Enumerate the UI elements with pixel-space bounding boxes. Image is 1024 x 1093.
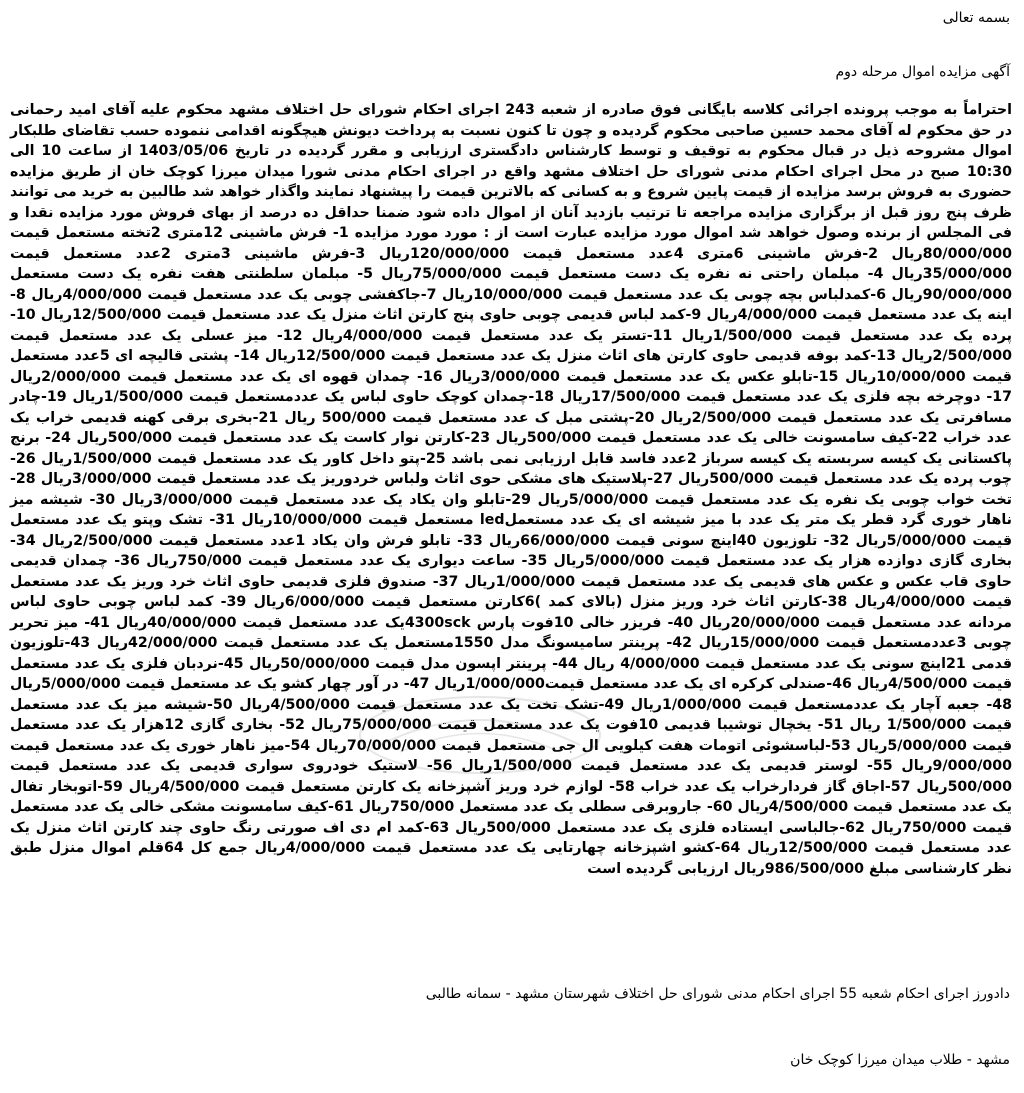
signature-line: دادورز اجرای احکام شعبه 55 اجرای احکام مدنی شورای حل اختلاف شهرستان مشهد - سمانه طالبی (425, 986, 1010, 1002)
notice-title: آگهی مزایده اموال مرحله دوم (835, 64, 1010, 80)
notice-body: احتراماً به موجب پرونده اجرائی کلاسه بایگانی فوق صادره از شعبه 243 اجرای احکام شورای حل اختلاف مشهد محکوم علیه آقای امید رحمانی در حق محکوم له آقای محمد حسین صاحبی محکوم گردیده و چون تا کنون نسبت به پرداخت دیونش هیچگونه اقدامی ننموده حسب تقاضای طلبکار اموال مشروحه ذیل در قبال محکوم به توقیف و توسط کارشناس دادگستری ارزیابی و مقرر گردیده در تاریخ 1403/05/06 از ساعت 10 الی 10:30 صبح در محل اجرای احکام مدنی شورای حل اختلاف مشهد واقع در اجرای احکام مدنی شورا میدان میرزا کوچک خان از طریق مزایده حضوری به فروش برسد مزایده از قیمت پایین شروع و به کسانی که بالاترین قیمت را پیشنهاد نمایند واگذار خواهد شد طالبین به خرید می توانند ظرف پنج روز قبل از برگزاری مزایده مراجعه تا ترتیب بازدید آنان از اموال داده شود ضمنا حداقل ده درصد از بهای فروش مورد مزایده نقدا و فی المجلس از برنده وصول خواهد شد اموال مورد مزایده عبارت است از : مورد مورد مزایده 1- فرش ماشینی 12متری 2تخته مستعمل قیمت 80/000/000ریال 2-فرش ماشینی 6متری 4عدد مستعمل قیمت 120/000/000ریال 3-فرش ماشینی 3متری 2عدد مستعمل قیمت 35/000/000ریال 4- مبلمان راحتی نه نفره یک دست مستعمل قیمت 75/000/000ریال 5- مبلمان سلطنتی هفت نفره یک دست مستعمل 90/000/000ریال 6-کمدلباس بچه چوبی یک عدد مستعمل قیمت 10/000/000ریال 7-جاکفشی چوبی یک عدد مستعمل قیمت 4/000/000ریال 8-اینه یک عدد مستعمل قیمت 4/000/000ریال 9-کمد لباس قدیمی چوبی حاوی پنج کارتن اثاث منزل یک عدد مستعمل قیمت 12/500/000ریال 10-پرده یک عدد مستعمل قیمت 1/500/000ریال 11-تستر یک عدد مستعمل قیمت 4/000/000ریال 12- میز عسلی یک عدد مستعمل قیمت 2/500/000ریال 13-کمد بوفه قدیمی حاوی کارتن های اثاث منزل یک عدد مستعمل قیمت 12/500/000ریال 14- پشتی قالیچه ای 5عدد مستعمل قیمت 10/000/000ریال 15-تابلو عکس یک عدد مستعمل قیمت 3/000/000ریال 16- چمدان قهوه ای یک عدد مستعمل قیمت 2/000/000ریال 17- دوچرخه بچه فلزی یک عدد مستعمل قیمت 17/500/000ریال 18-چمدان کوچک حاوی لباس یک عددمستعمل قیمت 1/500/000ریال 19-چادر مسافرتی یک عدد مستعمل قیمت 2/500/000ریال 20-پشتی مبل ک عدد مستعمل قیمت 500/000 ریال 21-بخری برقی کهنه قدیمی خراب یک عدد خراب 22-کیف سامسونت خالی یک عدد مستعمل قیمت 500/000ریال 23-کارتن نوار کاست یک عدد مستعمل قیمت 500/000ریال 24- برنج پاکستانی یک کیسه سربسته یک کیسه سرباز 2عدد فاسد قابل ارزیابی نمی باشد 25-پتو داخل کاور یک عدد مستعمل قیمت 1/500/000ریال 26- چوب پرده یک عدد مستعمل قیمت 500/000ریال 27-پلاستیک های مشکی حوی اثاث ولباس خردوریز یک عدد مستعمل قیمت 3/000/000ریال 28-تخت خواب چوبی یک نفره یک عدد مستعمل قیمت 5/000/000ریال 29-تابلو وان یکاد یک عدد مستعمل قیمت 3/000/000ریال 30- شیشه میز ناهار خوری گرد قطر یک متر یک عدد با میز شیشه ای یک عدد مستعملled مستعمل قیمت 10/000/000ریال 31- تشک وپتو یک عدد مستعمل قیمت 5/000/000ریال 32- تلوزیون 40اینچ سونی قیمت 66/000/000ریال 33- تابلو فرش وان یکاد 1عدد مستعمل قیمت 2/500/000ریال 34- بخاری گازی دوازده هزار یک عدد مستعمل قیمت 5/000/000ریال 35- ساعت دیواری یک عدد مستعمل قیمت 750/000ریال 36- چمدان قدیمی حاوی قاب عکس و عکس های قدیمی یک عدد مستعمل قیمت 1/000/000ریال 37- صندوق فلزی قدیمی حاوی اثاث خرد وریز یک عدد مستعمل قیمت 4/000/000ریال 38-کارتن اثاث خرد وریز منزل (بالای کمد )6کارتن مستعمل قیمت 6/000/000ریال 39- کمد لباس چوبی حاوی لباس مردانه عدد مستعمل قیمت 20/000/000ریال 40- فریزر خالی 10فوت پارس 4300sckیک عدد مستعمل قیمت 40/000/000ریال 41- میز تحریر چوبی 3عددمستعمل قیمت 15/000/000ریال 42- پرینتر سامیسونگ مدل 1550مستعمل یک عدد مستعمل قیمت 42/000/000ریال 43-تلوزیون قدمی 21اینچ سونی یک عدد مستعمل قیمت 4/000/000 ریال 44- پرینتر اپسون مدل قیمت 50/000/000ریال 45-نردبان فلزی یک عدد مستعمل قیمت 4/500/000ریال 46-صندلی کرکره ای یک عدد مستعمل قیمت1/000/000ریال 47- در آور چهار کشو یک عد مستعمل قیمت 5/000/000ریال 48- جعبه آچار یک عددمستعمل قیمت 1/000/000ریال 49-تشک تخت یک عدد مستعمل قیمت 4/500/000ریال 50-شیشه میز یک عدد مستعمل قیمت 1/500/000 ریال 51- یخچال توشیبا قدیمی 10فوت یک عدد مستعمل قیمت 75/000/000ریال 52- بخاری گازی 12هزار یک عدد مستعمل قیمت 5/000/000ریال 53-لباسشوئی اتومات هفت کیلویی ال جی مستعمل قیمت 70/000/000ریال 54-میز ناهار خوری یک عدد مستعمل قیمت 9/000/000ریال 55- لوستر قدیمی یک عدد مستعمل قیمت 1/500/000ریال 56- لاستیک خودروی سواری قدیمی یک عدد مستعمل قیمت 500/000ریال 57-اجاق گاز فردارخراب یک عدد خراب 58- لوازم خرد وریز آشپزخانه یک کارتن مستعمل قیمت 4/500/000ریال 59-اتوبخار تفال یک عدد مستعمل قیمت 4/500/000ریال 60- جاروبرقی سطلی یک عدد مستعمل 750/000ریال 61-کیف سامسونت مشکی خالی یک عدد مستعمل قیمت 750/000ریال 62-جالباسی ایستاده فلزی یک عدد مستعمل 500/000ریال 63-کمد ام دی اف صورتی رنگ حاوی چند کارتن اثاث منزل یک عدد مستعمل قیمت 12/500/000ریال 64-کشو اشپزخانه چهارتایی یک عدد مستعمل قیمت 4/000/000ریال جمع کل 64قلم اموال منزل طبق نظر کارشناسی مبلغ 986/500/000ریال ارزیابی گردیده است (10, 102, 1013, 877)
address-line: مشهد - طلاب میدان میرزا کوچک خان (790, 1052, 1010, 1068)
basmala-heading: بسمه تعالی (942, 10, 1010, 26)
